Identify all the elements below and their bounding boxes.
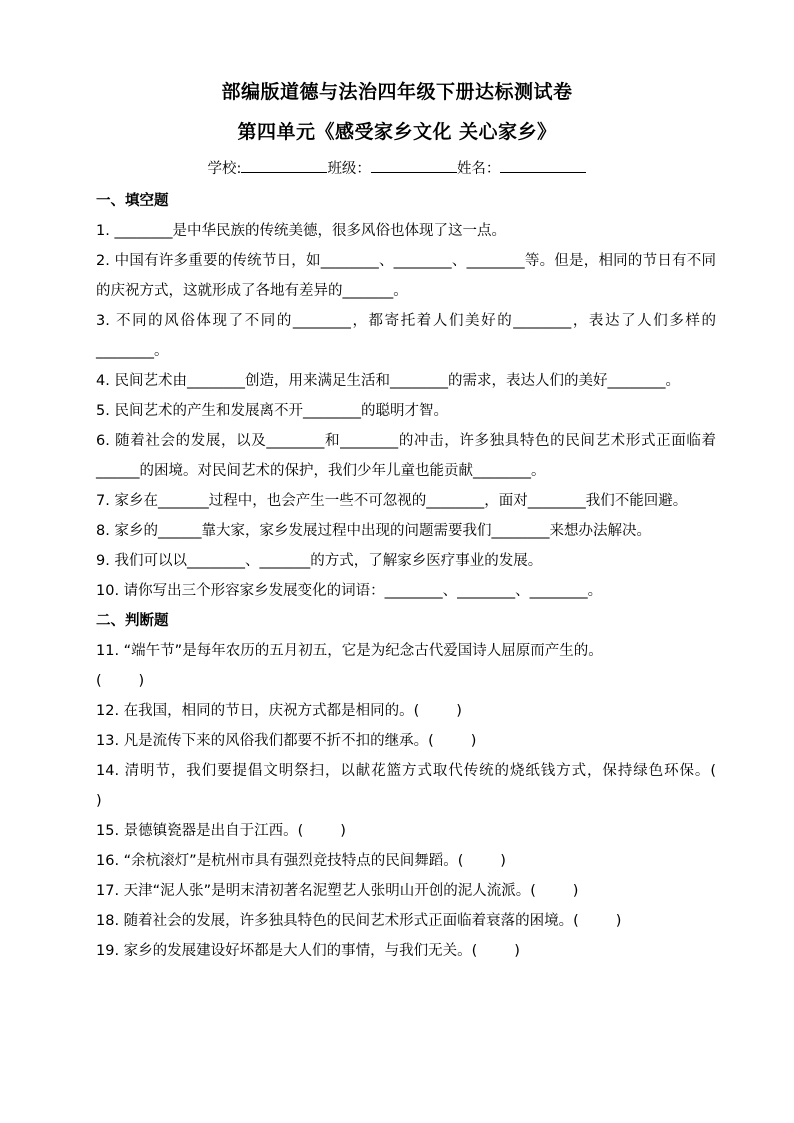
question-2: 2. 中国有许多重要的传统节日，如________、________、________等。但是，相同的节日有不同的庆祝方式，这就形成了各地有差异的_______。 xyxy=(96,253,716,299)
question-14: 14. 清明节，我们要提倡文明祭扫，以献花篮方式取代传统的烧纸钱方式，保持绿色环保。( ) xyxy=(96,763,753,809)
section-title-judge: 二、判断题 xyxy=(96,613,169,629)
question-10: 10. 请你写出三个形容家乡发展变化的词语：________、________、________。 xyxy=(96,583,603,599)
question-12: 12. 在我国，相同的节日，庆祝方式都是相同的。( ) xyxy=(96,703,462,719)
class-blank[interactable] xyxy=(371,157,457,173)
student-info-line xyxy=(0,157,794,179)
question-6: 6. 随着社会的发展，以及________和________的冲击，许多独具特色的民间艺术形式正面临着______的困境。对民间艺术的保护，我们少年儿童也能贡献________。 xyxy=(96,433,716,479)
question-9: 9. 我们可以以________、_______的方式，了解家乡医疗事业的发展。 xyxy=(96,553,543,569)
question-11: 11. “端午节”是每年农历的五月初五，它是为纪念古代爱国诗人屈原而产生的。 xyxy=(96,643,603,659)
question-13: 13. 凡是流传下来的风俗我们都要不折不扣的继承。( ) xyxy=(96,733,477,749)
name-blank[interactable] xyxy=(500,157,586,173)
exam-content xyxy=(96,186,753,966)
question-17: 17. 天津“泥人张”是明末清初著名泥塑艺人张明山开创的泥人流派。( ) xyxy=(96,883,579,899)
question-16: 16. “余杭滚灯”是杭州市具有强烈竞技特点的民间舞蹈。( ) xyxy=(96,853,506,869)
question-18: 18. 随着社会的发展，许多独具特色的民间艺术形式正面临着衰落的困境。( ) xyxy=(96,913,622,929)
question-1: 1. ________是中华民族的传统美德，很多风俗也体现了这一点。 xyxy=(96,223,506,239)
question-5: 5. 民间艺术的产生和发展离不开________的聪明才智。 xyxy=(96,403,448,419)
name-label: 姓名： xyxy=(456,161,501,177)
question-7: 7. 家乡在_______过程中，也会产生一些不可忽视的________，面对________我们不能回避。 xyxy=(96,493,688,509)
section-title-fill-blank: 一、填空题 xyxy=(96,193,169,209)
page-title: 部编版道德与法治四年级下册达标测试卷 xyxy=(221,81,573,103)
question-19: 19. 家乡的发展建设好坏都是大人们的事情，与我们无关。( ) xyxy=(96,943,520,959)
question-15: 15. 景德镇瓷器是出自于江西。( ) xyxy=(96,823,346,839)
class-label: 班级： xyxy=(327,161,371,177)
question-11-answer: ( ) xyxy=(96,673,145,689)
question-3: 3. 不同的风俗体现了不同的________，都寄托着人们美好的________，表达了人们多样的________。 xyxy=(96,313,716,359)
question-4: 4. 民间艺术由________创造，用来满足生活和________的需求，表达人们的美好________。 xyxy=(96,373,680,389)
school-label: 学校: xyxy=(207,161,242,177)
page-subtitle: 第四单元《感受家乡文化 关心家乡》 xyxy=(237,121,557,143)
question-8: 8. 家乡的______靠大家，家乡发展过程中出现的问题需要我们________来想办法解决。 xyxy=(96,523,651,539)
school-blank[interactable] xyxy=(241,157,327,173)
